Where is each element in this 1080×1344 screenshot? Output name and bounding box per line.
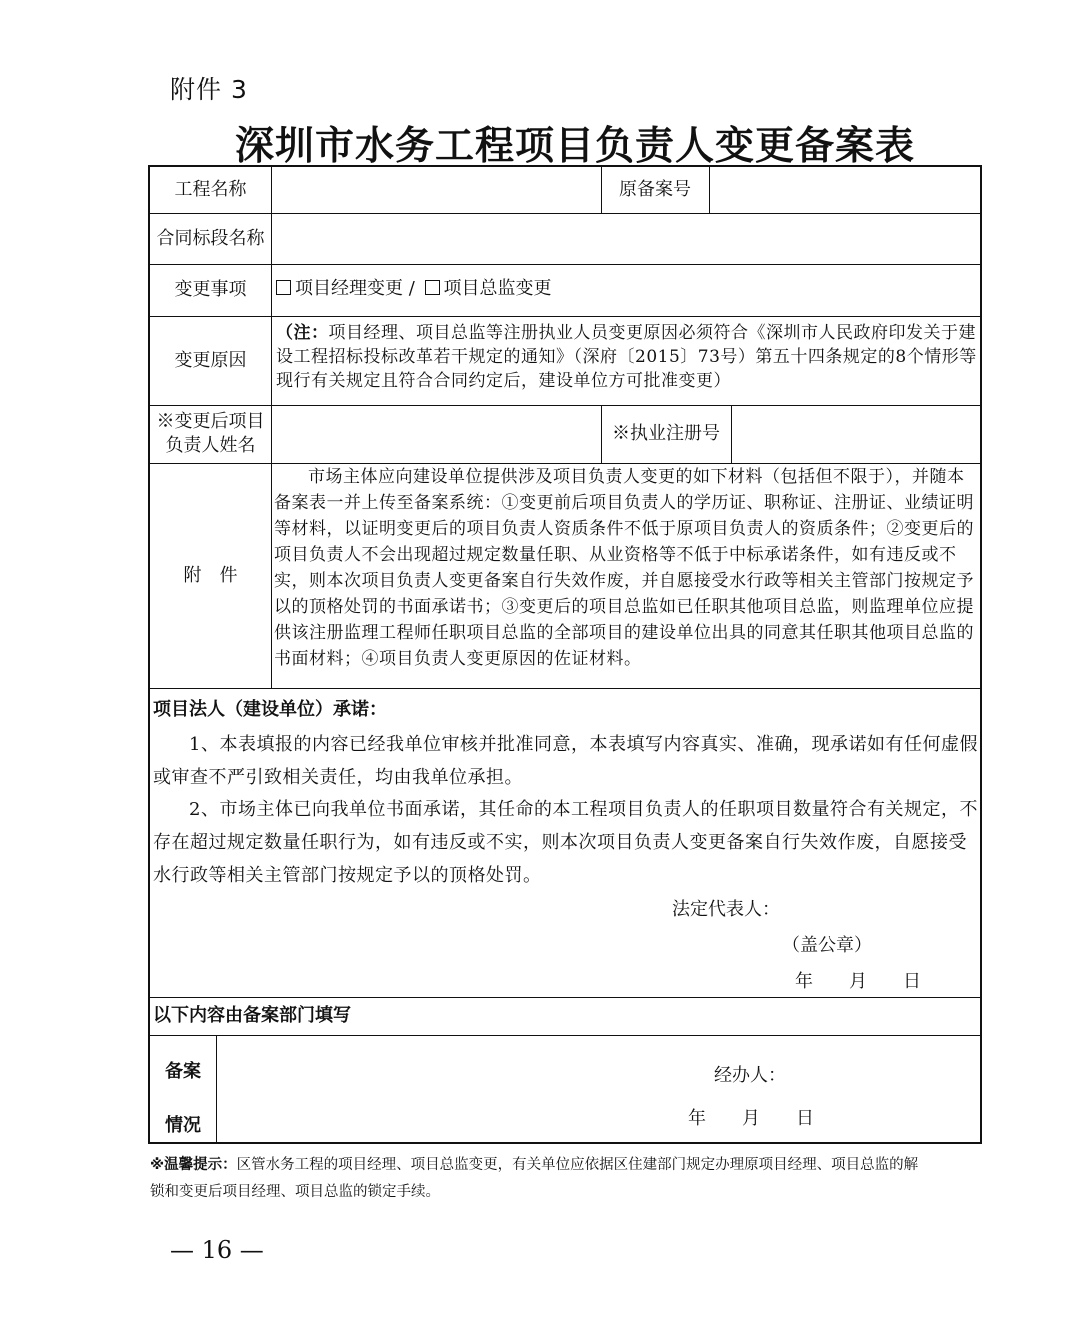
record-status-label-line-2: 情况 [165, 1115, 201, 1136]
attachment-description: 市场主体应向建设单位提供涉及项目负责人变更的如下材料（包括但不限于），并随本备案表一并上传至备案系统：①变更前后项目负责人的学历证、职称证、注册证、业绩证明等材料，以证明变更后的项目负责人资质条件不低于原项目负责人的资质条件；②变更后的项目负责人不会出现超过规定数量任职、从业资格等不低于中标承诺条件，如有违反或不实，则本次项目负责人变更备案自行失效作废，并自愿接受水行政等相关主管部门按规定予以的顶格处罚的书面承诺书；③变更后的项目总监如已任职其他项目总监，则监理单位应提供该注册监理工程师任职项目总监的全部项目的建设单位出具的同意其任职其他项目总监的书面材料；④项目负责人变更原因的佐证材料。 [274, 467, 974, 669]
project-name-field[interactable] [273, 169, 599, 211]
registration-no-field[interactable] [733, 407, 977, 461]
handler-label: 经办人： [714, 1065, 786, 1086]
new-manager-name-field[interactable] [273, 407, 599, 461]
new-manager-name-label [150, 405, 271, 463]
contract-section-label: 合同标段名称 [156, 227, 265, 249]
tip-text: 区管水务工程的项目经理、项目总监变更，有关单位应依据区住建部门规定办理原项目经理、项目总监的解锁和变更后项目经理、项目总监的锁定手续。 [150, 1157, 919, 1200]
pledge-item-2: 2、市场主体已向我单位书面承诺，其任命的本工程项目负责人的任职项目数量符合有关规定，不存在超过规定数量任职行为，如有违反或不实，则本次项目负责人变更备案自行失效作废，自愿接受水行政等相关主管部门按规定予以的顶格处罚。 [153, 799, 978, 886]
record-date: 年 月 日 [688, 1108, 814, 1129]
change-reason-label: 变更原因 [174, 349, 247, 371]
option-separator: / [403, 278, 421, 299]
attachment-label: 附 件 [183, 564, 238, 586]
department-fill-heading: 以下内容由备案部门填写 [153, 1005, 351, 1026]
record-form [148, 165, 982, 1144]
registration-no-label: ※执业注册号 [612, 423, 720, 444]
note-prefix: （注： [276, 323, 329, 343]
attachment-number: 附件 3 [170, 75, 248, 104]
pledge-item-1: 1、本表填报的内容已经我单位审核并批准同意，本表填写内容真实、准确，现承诺如有任何虚假或审查不严引致相关责任，均由我单位承担。 [153, 734, 978, 788]
record-status-label-line-1: 备案 [165, 1061, 201, 1082]
change-item-label: 变更事项 [174, 279, 247, 300]
change-item-options [276, 276, 976, 304]
new-manager-name-label-line-1: ※变更后项目 [156, 411, 265, 432]
warm-tip [150, 1152, 920, 1206]
official-seal-label: （盖公章） [782, 935, 872, 956]
chief-supervisor-checkbox[interactable] [425, 280, 440, 295]
original-record-no-field[interactable] [711, 169, 977, 211]
project-manager-checkbox[interactable] [276, 280, 291, 295]
page-number: — 16 — [170, 1236, 264, 1264]
project-name-label: 工程名称 [174, 179, 247, 200]
note-body: 项目经理、项目总监等注册执业人员变更原因必须符合《深圳市人民政府印发关于建设工程招标投标改革若干规定的通知》（深府〔2015〕73号）第五十四条规定的8个情形等现行有关规定且符合合同约定后，建设单位方可批准变更） [276, 323, 977, 391]
chief-supervisor-option-label: 项目总监变更 [443, 278, 552, 299]
original-record-no-label: 原备案号 [619, 179, 691, 200]
new-manager-name-label-line-2: 负责人姓名 [165, 435, 256, 456]
tip-prefix: ※温馨提示： [150, 1157, 237, 1173]
change-reason-note [276, 321, 978, 393]
contract-section-field[interactable] [273, 215, 977, 262]
pledge-title: 项目法人（建设单位）承诺： [153, 699, 387, 720]
pledge-date: 年 月 日 [795, 971, 921, 992]
project-manager-option-label: 项目经理变更 [295, 278, 403, 299]
form-title: 深圳市水务工程项目负责人变更备案表 [234, 123, 915, 169]
legal-representative-label: 法定代表人： [672, 899, 780, 920]
